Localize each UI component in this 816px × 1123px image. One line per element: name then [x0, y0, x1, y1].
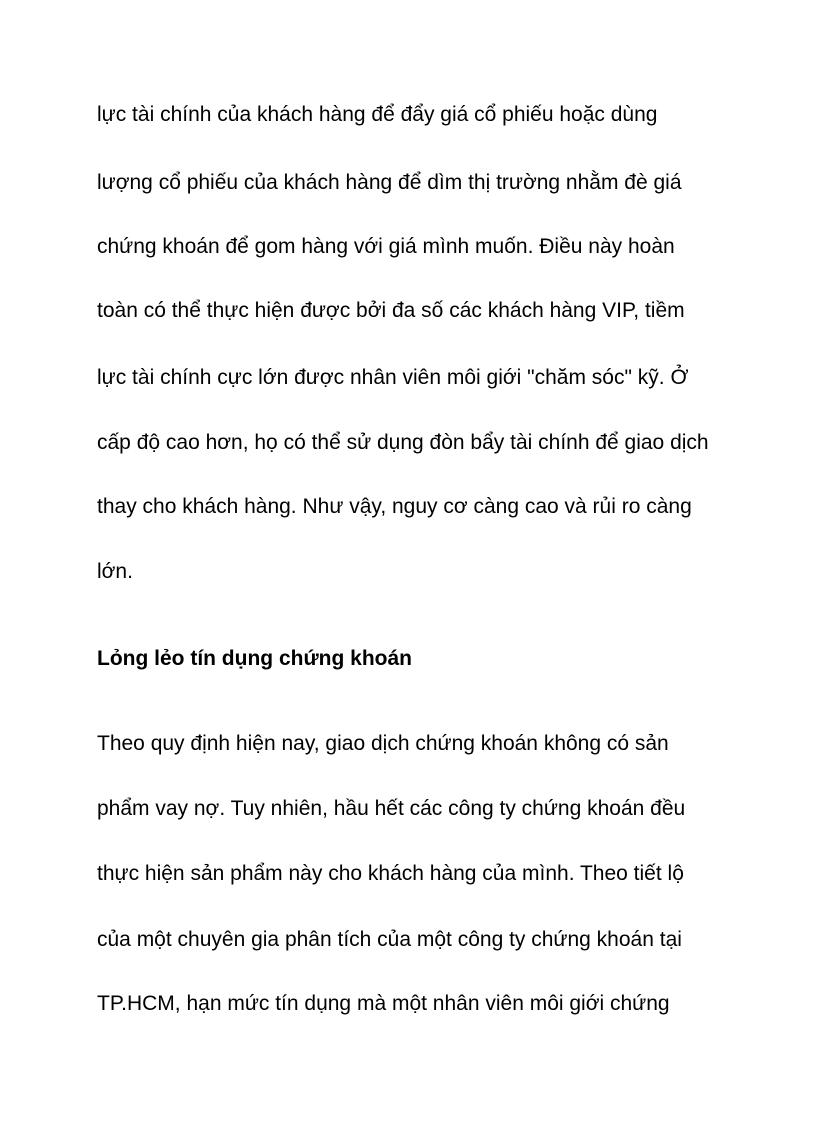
text-line: lượng cổ phiếu của khách hàng để dìm thị trường nhằm đè giá: [97, 171, 682, 194]
text-line: của một chuyên gia phân tích của một công ty chứng khoán tại: [97, 928, 682, 951]
text-line: thay cho khách hàng. Như vậy, nguy cơ càng cao và rủi ro càng: [97, 495, 692, 518]
text-line: Theo quy định hiện nay, giao dịch chứng khoán không có sản: [97, 732, 669, 755]
text-line: lực tài chính của khách hàng để đẩy giá cổ phiếu hoặc dùng: [97, 103, 658, 126]
text-line: TP.HCM, hạn mức tín dụng mà một nhân viên môi giới chứng: [97, 992, 670, 1015]
text-line: lực tài chính cực lớn được nhân viên môi giới "chăm sóc" kỹ. Ở: [97, 366, 689, 389]
text-line: phẩm vay nợ. Tuy nhiên, hầu hết các công ty chứng khoán đều: [97, 797, 686, 820]
text-line: thực hiện sản phẩm này cho khách hàng của mình. Theo tiết lộ: [97, 862, 684, 885]
text-line: toàn có thể thực hiện được bởi đa số các khách hàng VIP, tiềm: [97, 299, 685, 322]
section-heading: Lỏng lẻo tín dụng chứng khoán: [97, 647, 412, 670]
text-line: cấp độ cao hơn, họ có thể sử dụng đòn bẩy tài chính để giao dịch: [97, 431, 709, 454]
text-line: lớn.: [97, 560, 133, 583]
text-line: chứng khoán để gom hàng với giá mình muốn. Điều này hoàn: [97, 235, 675, 258]
